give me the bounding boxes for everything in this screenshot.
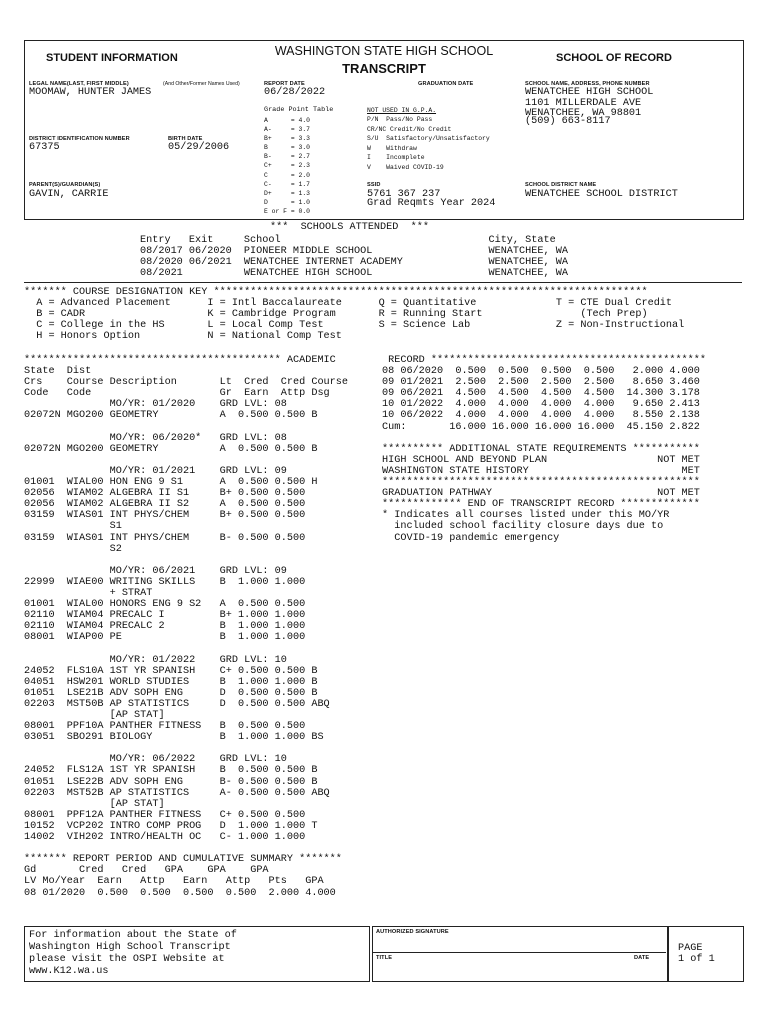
signature-divider [372, 952, 666, 953]
academic-summary-line: HIGH SCHOOL AND BEYOND PLAN NOT MET [382, 454, 700, 466]
birth-date: 05/29/2006 [168, 142, 230, 153]
grade-point-row: C- = 1.7 [264, 180, 311, 188]
academic-record-line: Crs Course Description Lt Cred Cred Course [24, 377, 349, 389]
academic-summary-line: **************************************************** [382, 477, 700, 489]
academic-record-line [24, 643, 348, 654]
schools-attended-list [140, 246, 568, 279]
ospi-info-line: please visit the OSPI Website at [29, 954, 225, 965]
parent-guardian: GAVIN, CARRIE [29, 189, 109, 200]
academic-record-line: 24052 FLS12A 1ST YR SPANISH B 0.500 0.500 B [24, 765, 318, 777]
academic-record-line: MO/YR: 06/2020* GRD LVL: 08 [24, 432, 287, 444]
ospi-info [29, 930, 237, 978]
birth-date-label: BIRTH DATE [168, 136, 203, 142]
academic-record-line [24, 743, 348, 754]
student-information-heading: STUDENT INFORMATION [46, 52, 178, 64]
school-info-label: SCHOOL NAME, ADDRESS, PHONE NUMBER [525, 81, 650, 87]
grade-point-row: C+ = 2.3 [264, 162, 311, 170]
academic-record-line: 10152 VCP202 INTRO COMP PROG D 1.000 1.000 T [24, 820, 318, 832]
not-used-in-gpa-row: CR/NC Credit/No Credit [367, 125, 452, 133]
district-id-label: DISTRICT IDENTIFICATION NUMBER [29, 136, 130, 142]
academic-summary-line: ************* END OF TRANSCRIPT RECORD ************* [382, 499, 700, 511]
legal-name: MOOMAW, HUNTER JAMES [29, 87, 152, 98]
grade-point-row: B = 3.0 [264, 144, 311, 152]
not-used-in-gpa-row: V Waived COVID-19 [367, 163, 444, 171]
academic-record-line: [AP STAT] [24, 710, 165, 721]
grade-point-row: D = 1.0 [264, 198, 311, 206]
school-address-line2: WENATCHEE, WA 98801 [525, 108, 642, 119]
designation-key-line: ******* COURSE DESIGNATION KEY *********************************************************************** [24, 287, 648, 298]
academic-record-line: 08 01/2020 0.500 0.500 0.500 0.500 2.000 4.000 [24, 887, 336, 899]
section-divider [24, 282, 742, 283]
schools-attended-title: *** SCHOOLS ATTENDED *** [270, 222, 429, 233]
academic-record-line: MO/YR: 06/2021 GRD LVL: 09 [24, 565, 287, 577]
schools-attended-header: Entry Exit School City, State [140, 235, 556, 246]
academic-summary-line: 10 06/2022 4.000 4.000 4.000 4.000 8.550 2.138 [382, 410, 700, 422]
academic-record-line: 24052 FLS10A 1ST YR SPANISH C+ 0.500 0.500 B [24, 665, 318, 677]
grade-point-row: C = 2.0 [264, 171, 311, 179]
grade-point-row: D+ = 1.3 [264, 189, 311, 197]
school-district-name: WENATCHEE SCHOOL DISTRICT [525, 189, 678, 200]
designation-key-line: C = College in the HS L = Local Comp Test S = Science Lab Z = Non-Instructional [24, 320, 685, 331]
academic-record-line: MO/YR: 06/2022 GRD LVL: 10 [24, 754, 287, 766]
grade-point-table-title: Grade Point Table [264, 106, 334, 114]
academic-record-line: 22999 WIAE00 WRITING SKILLS B 1.000 1.000 [24, 576, 306, 588]
academic-record-line: 02056 WIAM02 ALGEBRA II S2 A 0.500 0.500 [24, 499, 306, 511]
academic-summary-line: COVID-19 pandemic emergency [382, 532, 560, 544]
grade-point-row: A- = 3.7 [264, 126, 311, 134]
academic-summary-line: ********** ADDITIONAL STATE REQUIREMENTS *********** [382, 443, 700, 455]
grade-point-row: E or F = 0.0 [264, 207, 311, 215]
course-designation-key [24, 287, 684, 342]
academic-summary-line: 09 06/2021 4.500 4.500 4.500 4.500 14.300 3.178 [382, 388, 700, 400]
academic-record-line: Code Code Gr Earn Attp Dsg [24, 388, 330, 400]
academic-record-line: ******* REPORT PERIOD AND CUMULATIVE SUMMARY ******* [24, 854, 342, 866]
academic-record-line: 02203 MST52B AP STATISTICS A- 0.500 0.500 ABQ [24, 787, 330, 799]
report-date: 06/28/2022 [264, 87, 326, 98]
academic-summary-line: 09 01/2021 2.500 2.500 2.500 2.500 8.650 3.460 [382, 377, 700, 389]
academic-record-line: Gd Cred Cred GPA GPA GPA [24, 865, 269, 877]
parent-guardian-label: PARENT(S)/GUARDIAN(S) [29, 182, 101, 188]
academic-record-line: 08001 WIAP00 PE B 1.000 1.000 [24, 632, 306, 644]
academic-summary-line: 10 01/2022 4.000 4.000 4.000 4.000 9.650 2.413 [382, 399, 700, 411]
academic-record-line: 04051 HSW201 WORLD STUDIES B 1.000 1.000 B [24, 676, 318, 688]
academic-record-line: S1 [24, 521, 122, 533]
legal-name-label: LEGAL NAME(LAST, FIRST MIDDLE) [29, 81, 129, 87]
academic-record-line [24, 455, 348, 466]
academic-summary-line [382, 433, 706, 444]
academic-summary-line: GRADUATION PATHWAY NOT MET [382, 488, 700, 500]
authorized-signature-label: AUTHORIZED SIGNATURE [376, 929, 449, 935]
academic-record-line: 01001 WIAL00 HONORS ENG 9 S2 A 0.500 0.500 [24, 599, 306, 611]
school-attended-row: 08/2021 WENATCHEE HIGH SCHOOL WENATCHEE, WA [140, 268, 568, 279]
academic-record-line: 02072N MGO200 GEOMETRY A 0.500 0.500 B [24, 410, 318, 422]
designation-key-line: H = Honors Option N = National Comp Test [24, 331, 342, 342]
school-of-record-heading: SCHOOL OF RECORD [556, 52, 672, 64]
academic-record-line: MO/YR: 01/2020 GRD LVL: 08 [24, 399, 287, 411]
not-used-in-gpa-row: P/N Pass/No Pass [367, 116, 433, 123]
grade-point-table [264, 116, 310, 216]
academic-record-line: LV Mo/Year Earn Attp Earn Attp Pts GPA [24, 876, 324, 888]
academic-summary-line: RECORD ********************************************* [382, 355, 707, 366]
academic-record-line: [AP STAT] [24, 798, 165, 810]
academic-record-right [382, 355, 706, 544]
not-used-in-gpa-list [367, 115, 490, 173]
not-used-in-gpa-row: W Withdraw [367, 144, 417, 152]
ospi-info-line: www.K12.wa.us [29, 966, 109, 977]
grad-requirements-year: Grad Reqmts Year 2024 [367, 198, 496, 209]
academic-record-line: 08001 PPF12A PANTHER FITNESS C+ 0.500 0.500 [24, 809, 306, 821]
school-attended-row: 08/2017 06/2020 PIONEER MIDDLE SCHOOL WENATCHEE, WA [140, 246, 568, 257]
academic-record-line: 02110 WIAM04 PRECALC I B+ 1.000 1.000 [24, 610, 306, 622]
academic-record-line: 02056 WIAM02 ALGEBRA II S1 B+ 0.500 0.500 [24, 488, 306, 500]
not-used-in-gpa-row: S/U Satisfactory/Unsatisfactory [367, 135, 490, 143]
state-title: WASHINGTON STATE HIGH SCHOOL [274, 44, 494, 58]
academic-record-line: 02203 MST50B AP STATISTICS D 0.500 0.500 ABQ [24, 698, 330, 710]
academic-record-line: 01051 LSE22B ADV SOPH ENG B- 0.500 0.500 B [24, 776, 318, 788]
academic-record-line: + STRAT [24, 587, 153, 599]
academic-summary-line: * Indicates all courses listed under this MO/YR [382, 510, 670, 522]
school-attended-row: 08/2020 06/2021 WENATCHEE INTERNET ACADEMY WENATCHEE, WA [140, 257, 568, 268]
not-used-in-gpa-row: I Incomplete [367, 154, 425, 162]
academic-record-line: 03159 WIAS01 INT PHYS/CHEM B+ 0.500 0.500 [24, 510, 306, 522]
page-count: 1 of 1 [678, 954, 715, 965]
academic-record-line: MO/YR: 01/2021 GRD LVL: 09 [24, 465, 287, 477]
academic-summary-line: 08 06/2020 0.500 0.500 0.500 0.500 2.000 4.000 [382, 366, 700, 378]
date-label: DATE [634, 955, 650, 961]
academic-record-line: 01001 WIAL00 HON ENG 9 S1 A 0.500 0.500 H [24, 477, 318, 489]
not-used-in-gpa-title: NOT USED IN G.P.A. [367, 107, 437, 114]
school-address-line1: 1101 MILLERDALE AVE [525, 97, 642, 109]
school-district-name-label: SCHOOL DISTRICT NAME [525, 182, 597, 188]
ssid-label: SSID [367, 182, 381, 188]
academic-record-line: MO/YR: 01/2022 GRD LVL: 10 [24, 654, 287, 666]
academic-summary-line: Cum: 16.000 16.000 16.000 16.000 45.150 2.822 [382, 421, 700, 433]
academic-record-line: 03159 WIAS01 INT PHYS/CHEM B- 0.500 0.500 [24, 532, 306, 544]
academic-summary-line: included school facility closure days due to [382, 521, 664, 533]
academic-record-line [24, 422, 348, 433]
academic-record-line: ****************************************** ACADEMIC [24, 355, 336, 366]
ospi-info-line: For information about the State of [29, 930, 237, 941]
grade-point-row: B+ = 3.3 [264, 135, 311, 143]
title-label: TITLE [376, 955, 393, 961]
school-phone: (509) 663-8117 [525, 116, 611, 127]
academic-record-line: State Dist [24, 366, 92, 378]
academic-record-line: 02110 WIAM04 PRECALC 2 B 1.000 1.000 [24, 621, 306, 633]
designation-key-line: A = Advanced Placement I = Intl Baccalaureate Q = Quantitative T = CTE Dual Credit [24, 298, 673, 309]
page-label: PAGE [678, 943, 703, 954]
ospi-info-line: Washington High School Transcript [29, 942, 231, 953]
academic-record-line: 03051 SBO291 BIOLOGY B 1.000 1.000 BS [24, 732, 324, 744]
grade-point-row: B- = 2.7 [264, 153, 311, 161]
academic-record-left [24, 355, 348, 899]
transcript-title: TRANSCRIPT [342, 61, 426, 76]
legal-name-note: (And Other/Former Names Used) [163, 81, 240, 87]
academic-record-line: 08001 PPF10A PANTHER FITNESS B 0.500 0.500 [24, 721, 306, 733]
district-id: 67375 [29, 142, 60, 153]
academic-record-line: 02072N MGO200 GEOMETRY A 0.500 0.500 B [24, 443, 318, 455]
report-date-label: REPORT DATE [264, 81, 305, 87]
academic-record-line: 01051 LSE21B ADV SOPH ENG D 0.500 0.500 B [24, 687, 318, 699]
ssid: 5761 367 237 [367, 189, 441, 200]
academic-record-line [24, 843, 348, 854]
school-name: WENATCHEE HIGH SCHOOL [525, 87, 654, 98]
academic-record-line [24, 555, 348, 566]
academic-record-line: S2 [24, 543, 122, 555]
academic-record-line: 14002 VIH202 INTRO/HEALTH OC C- 1.000 1.000 [24, 832, 306, 844]
academic-summary-line: WASHINGTON STATE HISTORY MET [382, 465, 700, 477]
grade-point-row: A = 4.0 [264, 117, 311, 124]
graduation-date-label: GRADUATION DATE [418, 81, 474, 87]
designation-key-line: B = CADR K = Cambridge Program R = Running Start (Tech Prep) [24, 309, 648, 320]
